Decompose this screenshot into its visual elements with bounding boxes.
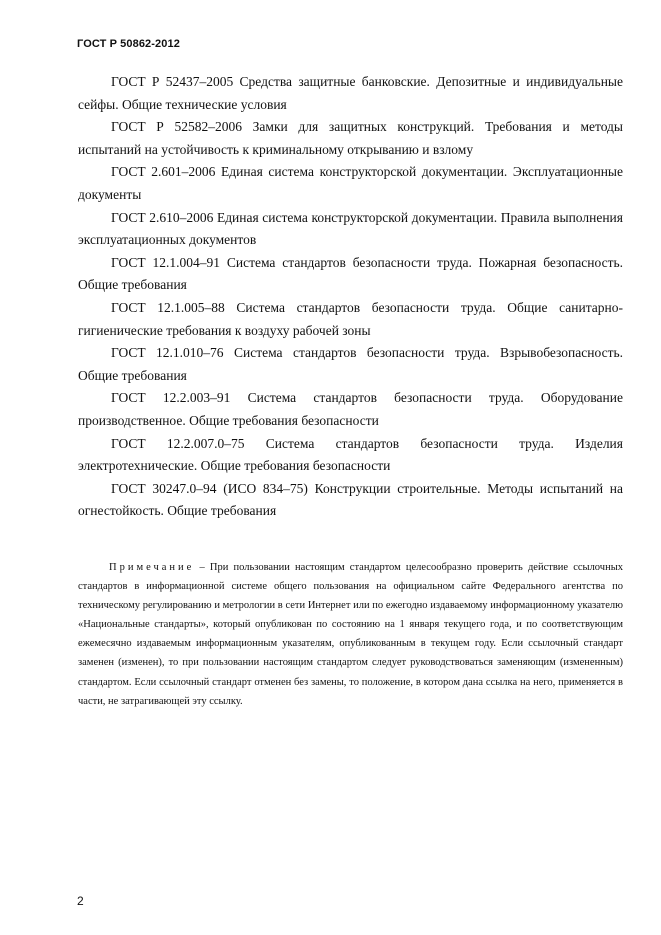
reference-item: ГОСТ 12.1.004–91 Система стандартов безопасности труда. Пожарная безопасность. Общие требования [78,254,623,293]
reference-item: ГОСТ 12.2.003–91 Система стандартов безопасности труда. Оборудование производственное. Общие требования безопасности [78,390,623,428]
document-header: ГОСТ Р 50862-2012 [77,38,180,50]
reference-item: ГОСТ 2.601–2006 Единая система конструкторской документации. Эксплуатационные документы [78,164,623,202]
note-text: – При пользовании настоящим стандартом целесообразно проверить действие ссылочных стандартов в информационной системе общего пользования на официальном сайте Федерального агентства по техническому регулированию и метрологии в сети Интернет или по ежегодно издаваемому информационному указателю «Национальные стандарты», который опубликован по состоянию на 1 января текущего года, и по соответствующим ежемесячно издаваемым информационным указателям, опубликованным в текущем году. Если ссылочный стандарт заменен (изменен), то при пользовании настоящим стандартом следует руководствоваться заменяющим (измененным) стандартом. Если ссылочный стандарт отменен без замены, то положение, в котором дана ссылка на него, применяется в части, не затрагивающей эту ссылку. [78,562,623,707]
reference-item: ГОСТ 2.610–2006 Единая система конструкторской документации. Правила выполнения эксплуатационных документов [78,209,623,248]
note-paragraph [78,558,623,711]
note-label: Примечание [109,562,195,573]
reference-item: ГОСТ 12.2.007.0–75 Система стандартов безопасности труда. Изделия электротехнические. Общие требования безопасности [78,435,623,474]
reference-item: ГОСТ Р 52437–2005 Средства защитные банковские. Депозитные и индивидуальные сейфы. Общие технические условия [78,74,623,112]
reference-item: ГОСТ 12.1.005–88 Система стандартов безопасности труда. Общие санитарно-гигиенические требования к воздуху рабочей зоны [78,299,623,338]
normative-references-list [78,71,623,523]
page-number: 2 [77,894,84,908]
reference-item: ГОСТ 30247.0–94 (ИСО 834–75) Конструкции строительные. Методы испытаний на огнестойкость. Общие требования [78,480,623,519]
reference-item: ГОСТ Р 52582–2006 Замки для защитных конструкций. Требования и методы испытаний на устойчивость к криминальному открыванию и взлому [78,119,623,157]
reference-item: ГОСТ 12.1.010–76 Система стандартов безопасности труда. Взрывобезопасность. Общие требования [78,345,623,383]
